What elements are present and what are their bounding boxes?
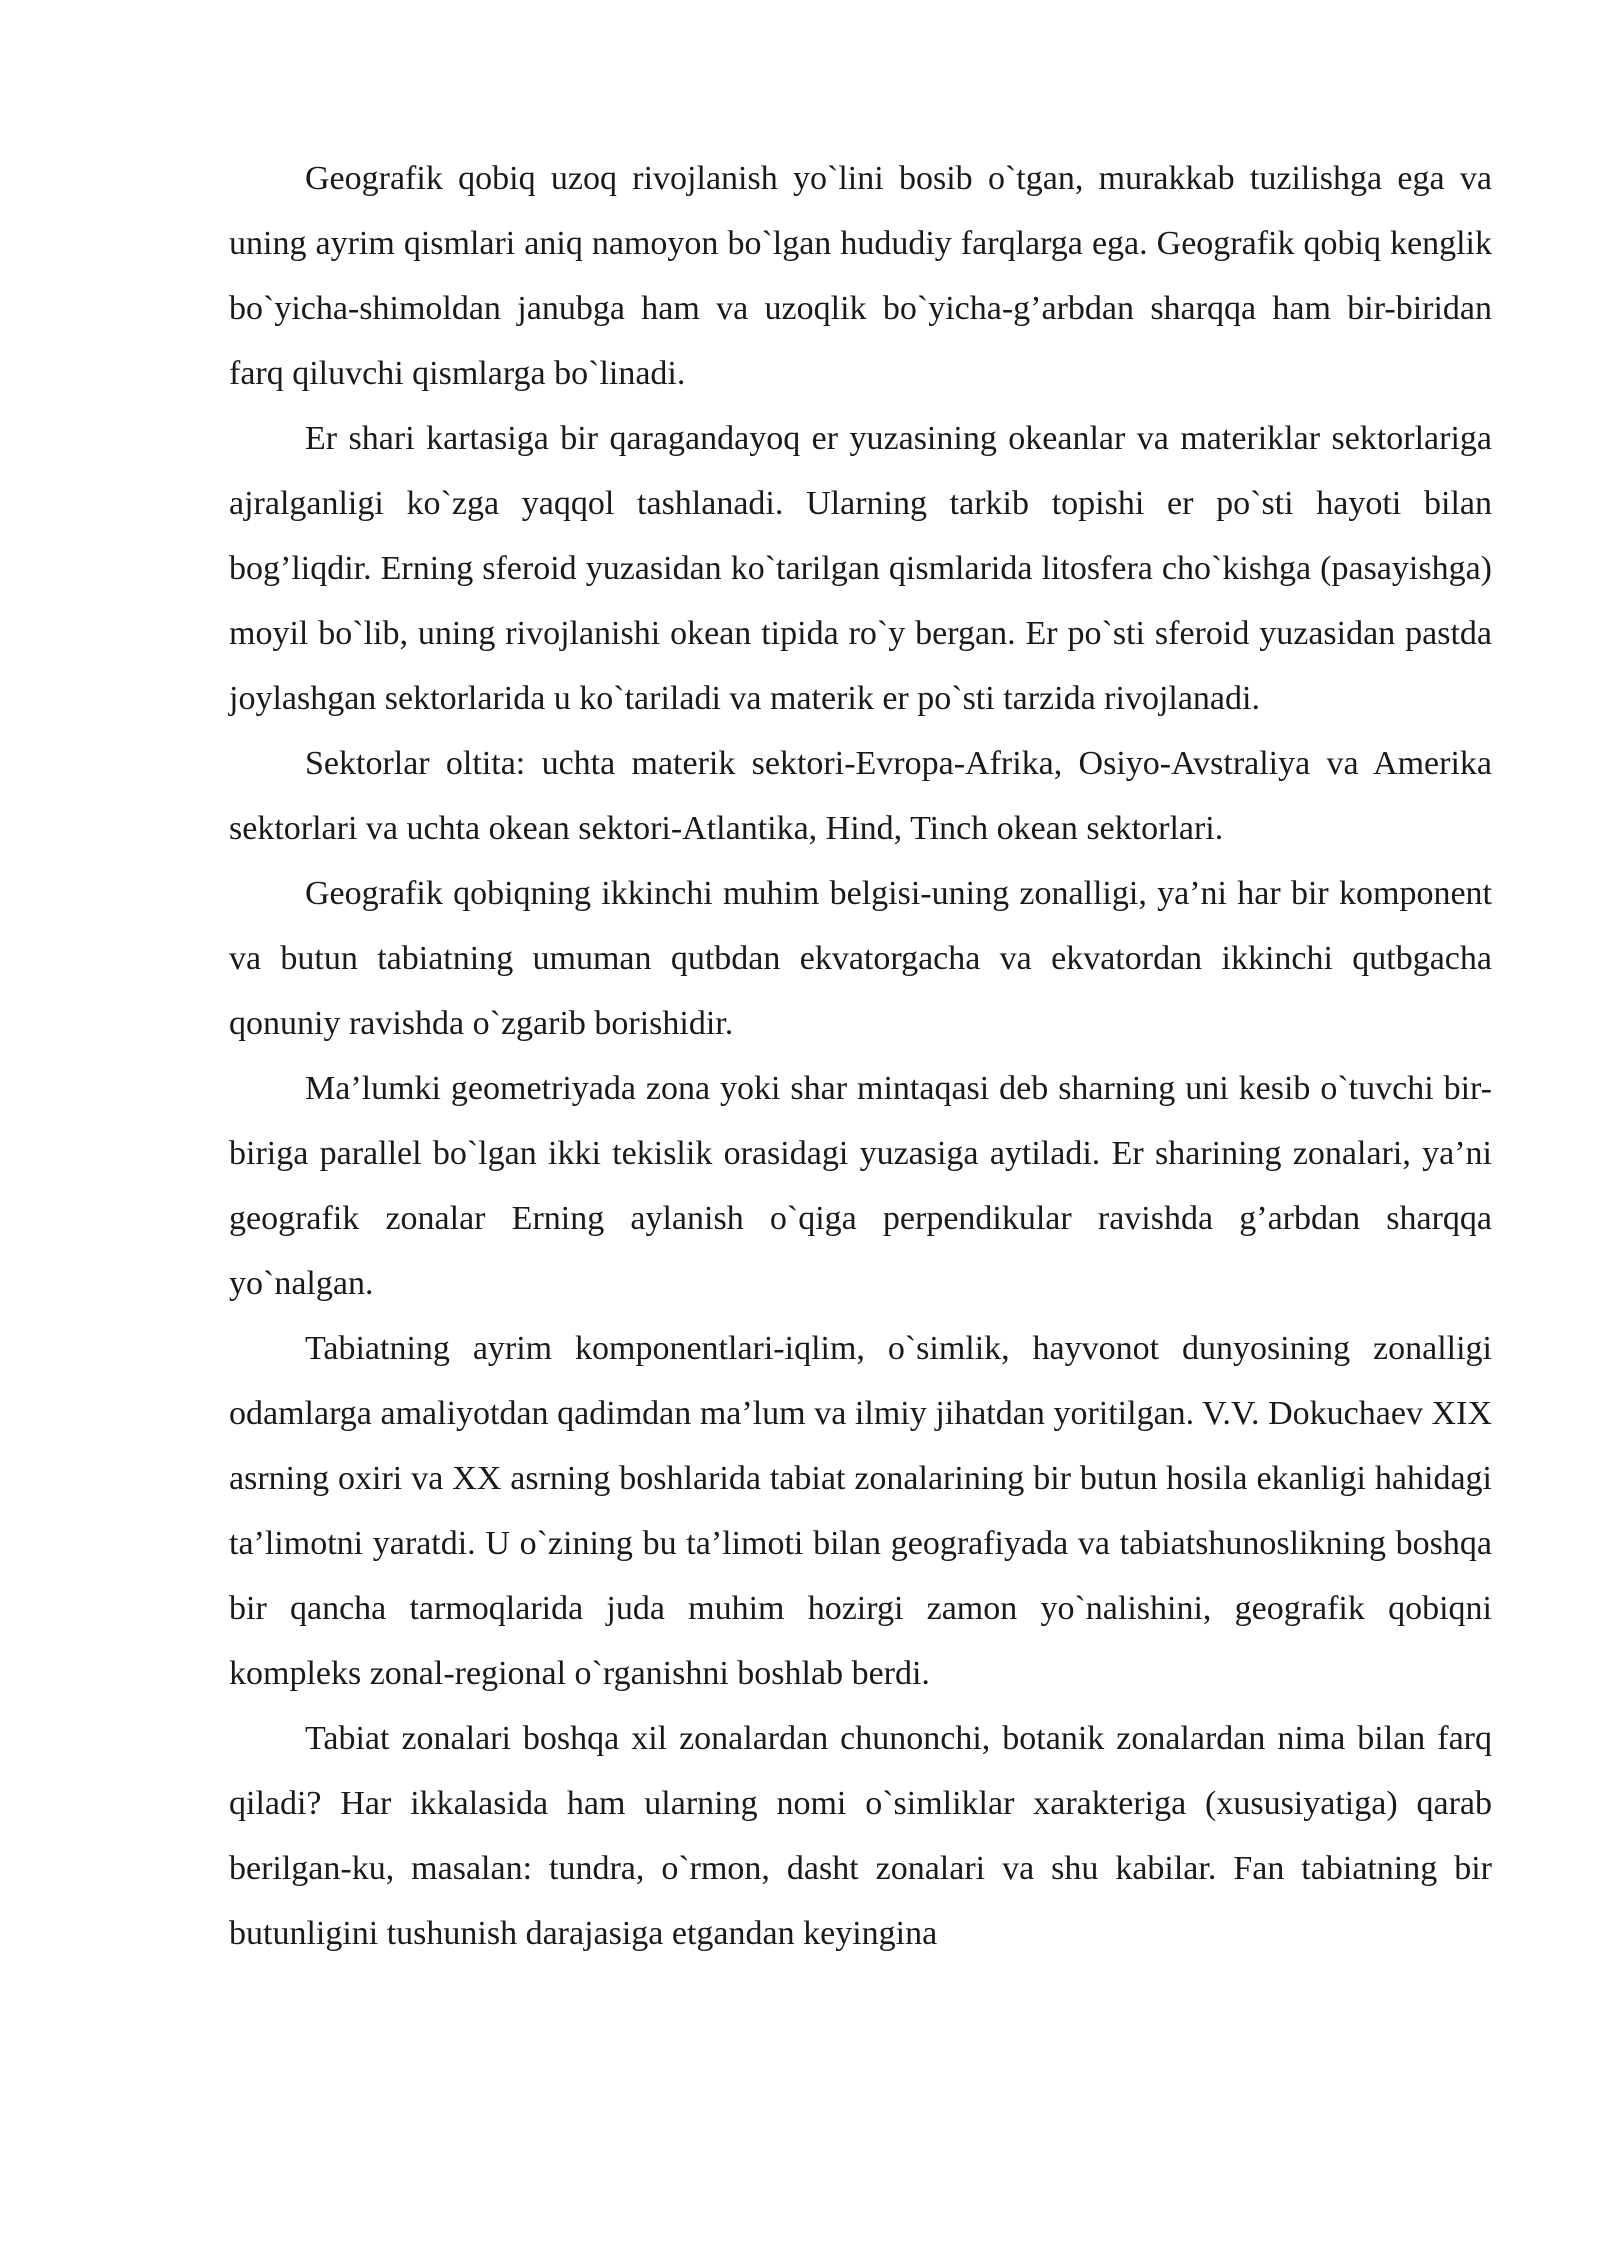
paragraph-5: Ma’lumki geometriyada zona yoki shar mintaqasi deb sharning uni kesib o`tuvchi bir-biriga parallel bo`lgan ikki tekislik orasidagi yuzasiga aytiladi. Er sharining zonalari, ya’ni geografik zonalar Erning aylanish o`qiga perpendikular ravishda g’arbdan sharqqa yo`nalgan. <box>229 1070 1492 1302</box>
paragraph-4: Geografik qobiqning ikkinchi muhim belgisi-uning zonalligi, ya’ni har bir komponent va butun tabiatning umuman qutbdan ekvatorgacha va ekvatordan ikkinchi qutbgacha qonuniy ravishda o`zgarib borishidir. <box>229 875 1492 1042</box>
paragraph-1: Geografik qobiq uzoq rivojlanish yo`lini bosib o`tgan, murakkab tuzilishga ega va uning ayrim qismlari aniq namoyon bo`lgan hududiy farqlarga ega. Geografik qobiq kenglik bo`yicha-shimoldan janubga ham va uzoqlik bo`yicha-g’arbdan sharqqa ham bir-biridan farq qiluvchi qismlarga bo`linadi. <box>229 160 1492 392</box>
paragraph-7: Tabiat zonalari boshqa xil zonalardan chunonchi, botanik zonalardan nima bilan farq qiladi? Har ikkalasida ham ularning nomi o`simliklar xarakteriga (xususiyatiga) qarab berilgan-ku, masalan: tundra, o`rmon, dasht zonalari va shu kabilar. Fan tabiatning bir butunligini tushunish darajasiga etgandan keyingina <box>229 1720 1492 1952</box>
paragraph-3: Sektorlar oltita: uchta materik sektori-Evropa-Afrika, Osiyo-Avstraliya va Amerika sektorlari va uchta okean sektori-Atlantika, Hind, Tinch okean sektorlari. <box>229 745 1492 847</box>
paragraph-2: Er shari kartasiga bir qaragandayoq er yuzasining okeanlar va materiklar sektorlariga ajralganligi ko`zga yaqqol tashlanadi. Ularning tarkib topishi er po`sti hayoti bilan bog’liqdir. Erning sferoid yuzasidan ko`tarilgan qismlarida litosfera cho`kishga (pasayishga) moyil bo`lib, uning rivojlanishi okean tipida ro`y bergan. Er po`sti sferoid yuzasidan pastda joylashgan sektorlarida u ko`tariladi va materik er po`sti tarzida rivojlanadi. <box>229 420 1492 717</box>
document-body <box>229 146 1492 1966</box>
paragraph-6: Tabiatning ayrim komponentlari-iqlim, o`simlik, hayvonot dunyosining zonalligi odamlarga amaliyotdan qadimdan ma’lum va ilmiy jihatdan yoritilgan. V.V. Dokuchaev XIX asrning oxiri va XX asrning boshlarida tabiat zonalarining bir butun hosila ekanligi hahidagi ta’limotni yaratdi. U o`zining bu ta’limoti bilan geografiyada va tabiatshunoslikning boshqa bir qancha tarmoqlarida juda muhim hozirgi zamon yo`nalishini, geografik qobiqni kompleks zonal-regional o`rganishni boshlab berdi. <box>229 1330 1492 1692</box>
